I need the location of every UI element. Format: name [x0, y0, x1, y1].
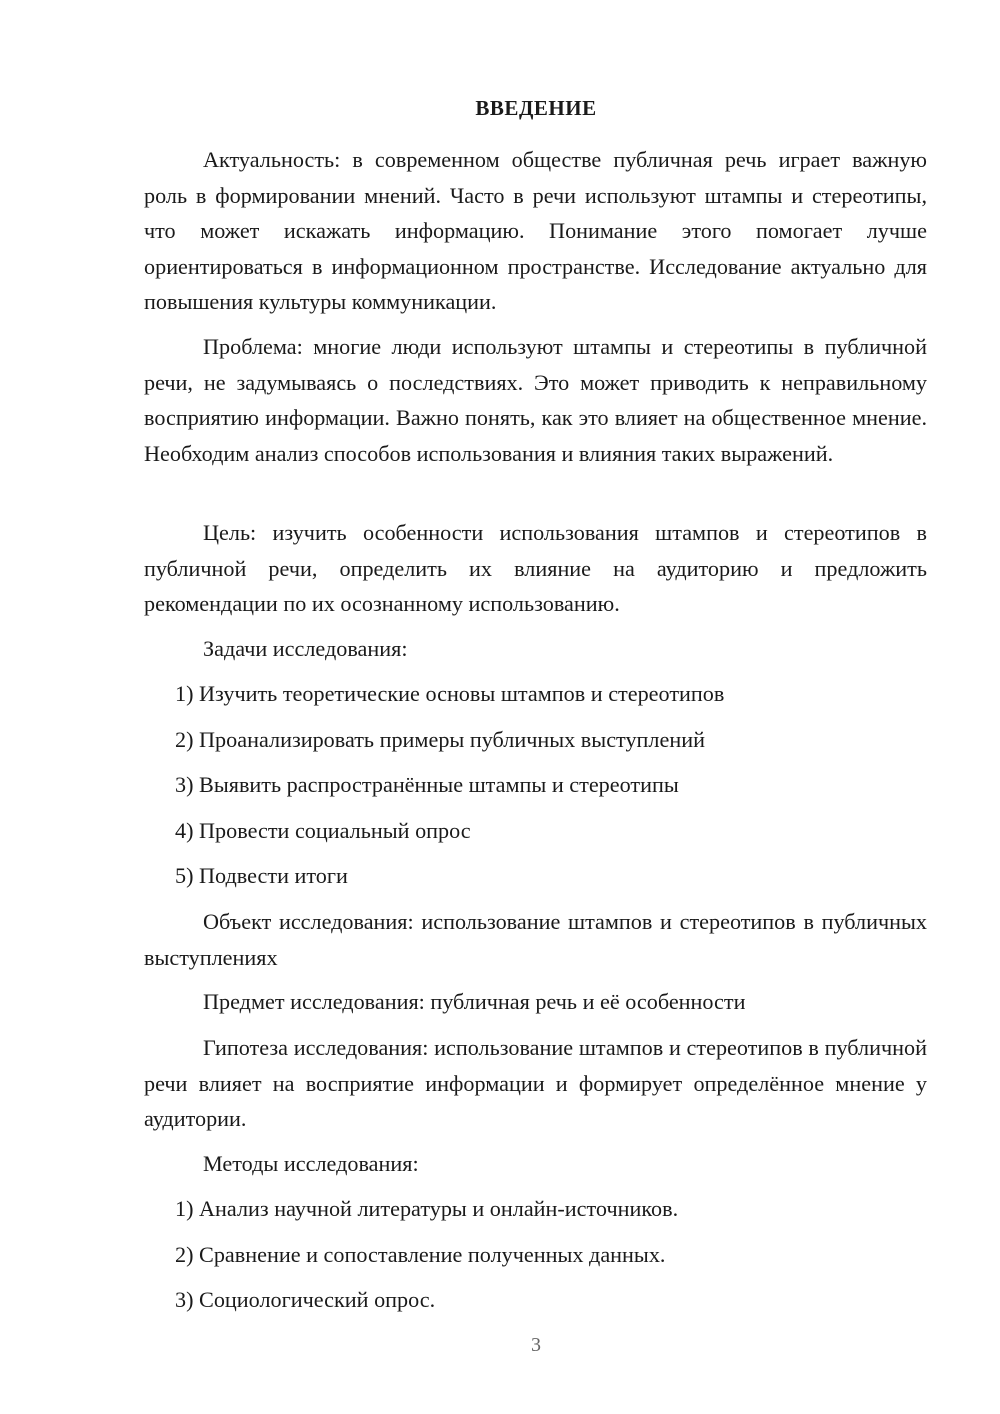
- page-title: ВВЕДЕНИЕ: [475, 96, 597, 120]
- problem-paragraph: Проблема: многие люди используют штампы и стереотипы в публичной речи, не задумываясь о последствиях. Это может приводить к неправильному восприятию информации. Важно понять, как это влияет на общественное мнение. Необходим анализ способов использования и влияния таких выражений.: [144, 334, 927, 466]
- list-item: 3) Выявить распространённые штампы и стереотипы: [175, 772, 679, 797]
- list-item: 3) Социологический опрос.: [175, 1287, 436, 1312]
- object-paragraph: Объект исследования: использование штампов и стереотипов в публичных выступлениях: [144, 909, 927, 970]
- list-item: 5) Подвести итоги: [175, 863, 348, 888]
- list-item: 2) Проанализировать примеры публичных выступлений: [175, 727, 705, 752]
- page-number: 3: [531, 1334, 541, 1356]
- list-item: 4) Провести социальный опрос: [175, 818, 471, 843]
- hypothesis-paragraph: Гипотеза исследования: использование штампов и стереотипов в публичной речи влияет на восприятие информации и формирует определённое мнение у аудитории.: [144, 1035, 927, 1131]
- list-item: 2) Сравнение и сопоставление полученных данных.: [175, 1242, 666, 1267]
- list-item: 1) Анализ научной литературы и онлайн-источников.: [175, 1196, 679, 1221]
- goal-paragraph: Цель: изучить особенности использования штампов и стереотипов в публичной речи, определить их влияние на аудиторию и предложить рекомендации по их осознанному использованию.: [144, 520, 927, 616]
- list-item: 1) Изучить теоретические основы штампов и стереотипов: [175, 681, 725, 706]
- tasks-heading: Задачи исследования:: [203, 636, 408, 661]
- subject-paragraph: Предмет исследования: публичная речь и её особенности: [203, 989, 746, 1014]
- relevance-paragraph: Актуальность: в современном обществе публичная речь играет важную роль в формировании мнений. Часто в речи используют штампы и стереотипы, что может искажать информацию. Понимание этого помогает лучше ориентироваться в информационном пространстве. Исследование актуально для повышения культуры коммуникации.: [144, 147, 927, 314]
- methods-heading: Методы исследования:: [203, 1151, 419, 1176]
